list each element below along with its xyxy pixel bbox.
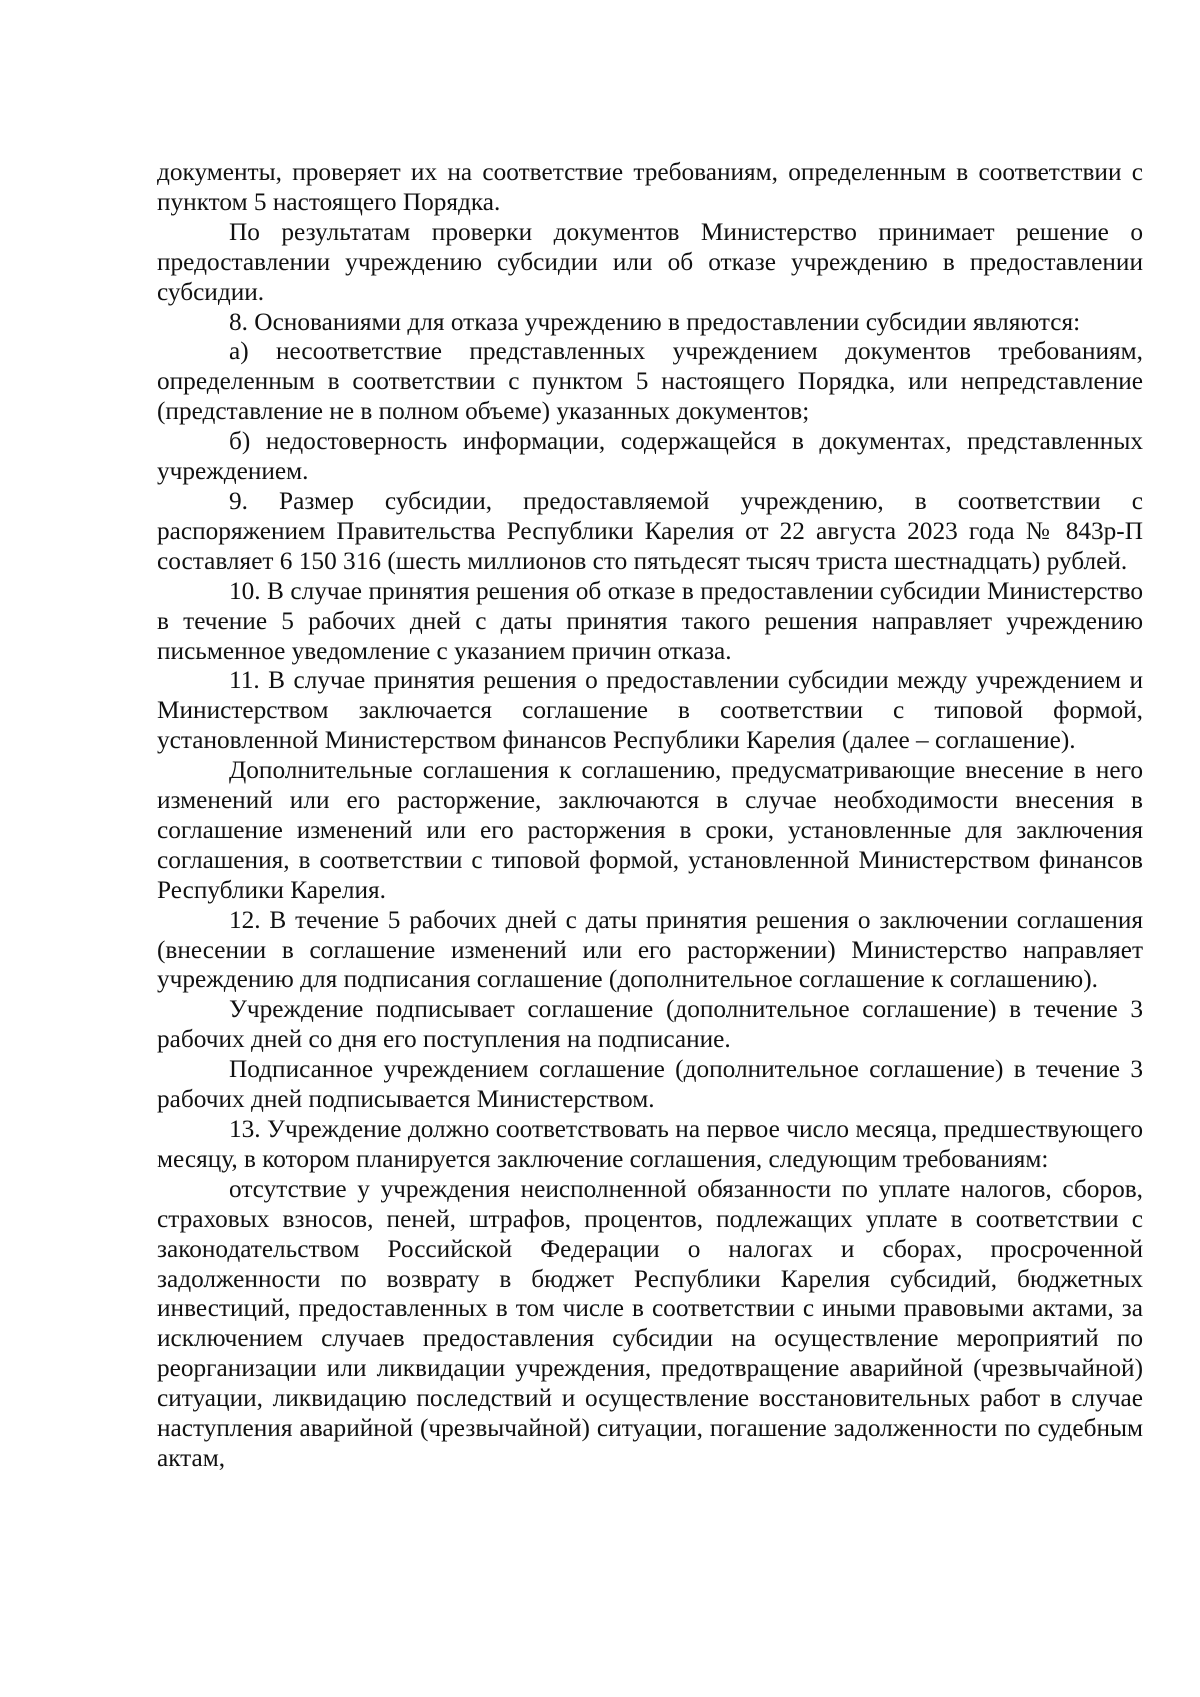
paragraph-documents-check: документы, проверяет их на соответствие требованиям, определенным в соответствии с пунктом 5 настоящего Порядка. xyxy=(157,158,1143,216)
paragraph-item-8: 8. Основаниями для отказа учреждению в предоставлении субсидии являются: xyxy=(229,307,1081,336)
paragraph-item-11: 11. В случае принятия решения о предоставлении субсидии между учреждением и Министерством заключается соглашение в соответствии с типовой формой, установленной Министерством финансов Республики Карелия (далее – соглашение). xyxy=(157,666,1143,755)
paragraph-item-10: 10. В случае принятия решения об отказе в предоставлении субсидии Министерство в течение 5 рабочих дней с даты принятия такого решения направляет учреждению письменное уведомление с указанием причин отказа. xyxy=(157,576,1143,665)
paragraph-item-13: 13. Учреждение должно соответствовать на первое число месяца, предшествующего месяцу, в котором планируется заключение соглашения, следующим требованиям: xyxy=(157,1115,1143,1173)
paragraph-requirement-no-debt: отсутствие у учреждения неисполненной обязанности по уплате налогов, сборов, страховых взносов, пеней, штрафов, процентов, подлежащих уплате в соответствии с законодательством Российской Федерации о налогах и сборах, просроченной задолженности по возврату в бюджет Республики Карелия субсидий, бюджетных инвестиций, предоставленных в том числе в соответствии с иными правовыми актами, за исключением случаев предоставления субсидии на осуществление мероприятий по реорганизации или ликвидации учреждения, предотвращение аварийной (чрезвычайной) ситуации, ликвидацию последствий и осуществление восстановительных работ в случае наступления аварийной (чрезвычайной) ситуации, погашение задолженности по судебным актам, xyxy=(157,1174,1143,1472)
paragraph-institution-signs: Учреждение подписывает соглашение (дополнительное соглашение) в течение 3 рабочих дней со дня его поступления на подписание. xyxy=(157,995,1143,1054)
paragraph-check-results: По результатам проверки документов Министерство принимает решение о предоставлении учреждению субсидии или об отказе учреждению в предоставлении субсидии. xyxy=(157,217,1143,306)
paragraph-ministry-signs: Подписанное учреждением соглашение (дополнительное соглашение) в течение 3 рабочих дней подписывается Министерством. xyxy=(157,1055,1143,1114)
paragraph-item-8a: а) несоответствие представленных учреждением документов требованиям, определенным в соответствии с пунктом 5 настоящего Порядка, или непредставление (представление не в полном объеме) указанных документов; xyxy=(157,337,1143,426)
paragraph-item-8b: б) недостоверность информации, содержащейся в документах, представленных учреждением. xyxy=(157,427,1143,486)
paragraph-item-12: 12. В течение 5 рабочих дней с даты принятия решения о заключении соглашения (внесении в соглашение изменений или его расторжении) Министерство направляет учреждению для подписания соглашение (дополнительное соглашение к соглашению). xyxy=(157,905,1143,994)
document-body xyxy=(157,158,1143,1474)
paragraph-additional-agreements: Дополнительные соглашения к соглашению, предусматривающие внесение в него изменений или его расторжение, заключаются в случае необходимости внесения в соглашение изменений или его расторжения в сроки, установленные для заключения соглашения, в соответствии с типовой формой, установленной Министерством финансов Республики Карелия. xyxy=(157,756,1143,904)
paragraph-item-9: 9. Размер субсидии, предоставляемой учреждению, в соответствии с распоряжением Правительства Республики Карелия от 22 августа 2023 года № 843р-П составляет 6 150 316 (шесть миллионов сто пятьдесят тысяч триста шестнадцать) рублей. xyxy=(157,486,1143,575)
